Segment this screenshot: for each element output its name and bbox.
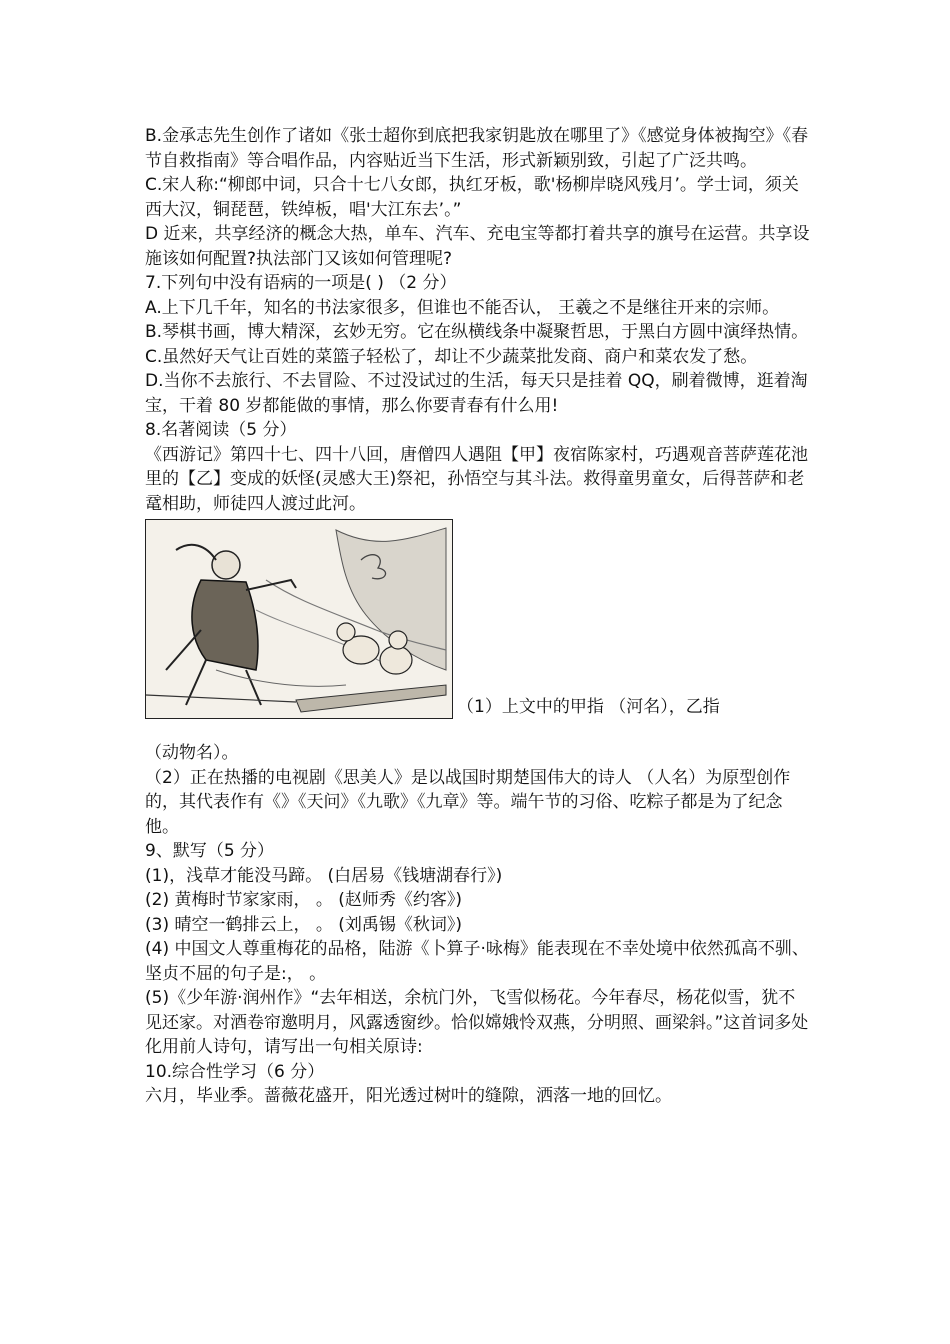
question-8-part-1-continued: （动物名）。	[145, 743, 239, 763]
question-9-item-3: (3) 晴空一鹤排云上， 。 (刘禹锡《秋词》)	[145, 914, 463, 935]
illustration-row	[145, 519, 810, 719]
exam-page	[145, 124, 810, 1109]
question-7-option-b: B.琴棋书画，博大精深，玄妙无穷。它在纵横线条中凝聚哲思，于黑白方圆中演绎热情。	[145, 322, 809, 342]
question-7-option-c: C.虽然好天气让百姓的菜篮子轻松了，却让不少蔬菜批发商、商户和菜农发了愁。	[145, 346, 758, 367]
question-9-item-4: (4) 中国文人尊重梅花的品格，陆游《卜算子·咏梅》能表现在不幸处境中依然孤高不驯、坚贞不屈的句子是:， 。	[145, 939, 809, 984]
question-10-text: 六月，毕业季。蔷薇花盛开，阳光透过树叶的缝隙，洒落一地的回忆。	[145, 1086, 672, 1106]
question-9-item-5: (5)《少年游·润州作》“去年相送，余杭门外，飞雪似杨花。今年春尽，杨花似雪，犹不见还家。对酒卷帘邀明月，风露透窗纱。恰似嫦娥怜双燕，分明照、画梁斜。”这首词多处化用前人诗句，请写出一句相关原诗:	[145, 988, 809, 1057]
ink-drawing-icon	[146, 520, 452, 718]
question-8-title: 8.名著阅读（5 分）	[145, 420, 297, 440]
question-7-option-a: A.上下几千年，知名的书法家很多，但谁也不能否认， 王羲之不是继往开来的宗师。	[145, 297, 780, 318]
spacer	[145, 719, 810, 741]
question-9-title: 9、默写（5 分）	[145, 841, 275, 861]
question-7-option-d: D.当你不去旅行、不去冒险、不过没试过的生活，每天只是挂着 QQ，刷着微博，逛着淘宝，干着 80 岁都能做的事情，那么你要青春有什么用!	[145, 371, 808, 416]
journey-west-illustration	[145, 519, 453, 719]
question-7-title: 7.下列句中没有语病的一项是( ) （2 分）	[145, 273, 457, 293]
question-10-title: 10.综合性学习（6 分）	[145, 1061, 325, 1082]
question-6-option-d: D 近来，共享经济的概念大热，单车、汽车、充电宝等都打着共享的旗号在运营。共享设施该如何配置?执法部门又该如何管理呢?	[145, 224, 810, 269]
question-9-item-1: (1)，浅草才能没马蹄。 (白居易《钱塘湖春行》)	[145, 865, 503, 886]
question-9-item-2: (2) 黄梅时节家家雨， 。 (赵师秀《约客》)	[145, 890, 463, 910]
question-8-part-2: （2）正在热播的电视剧《思美人》是以战国时期楚国伟大的诗人 （人名）为原型创作的，其代表作有《》《天问》《九歌》《九章》等。端午节的习俗、吃粽子都是为了纪念他。	[145, 767, 791, 837]
question-8-part-1: （1）上文中的甲指 （河名），乙指	[457, 696, 720, 717]
question-8-passage: 《西游记》第四十七、四十八回，唐僧四人遇阻【甲】夜宿陈家村，巧遇观音菩萨莲花池里的【乙】变成的妖怪(灵感大王)祭祀，孙悟空与其斗法。救得童男童女，后得菩萨和老鼋相助，师徒四人渡过此河。	[145, 444, 808, 514]
question-6-option-c: C.宋人称:“柳郎中词，只合十七八女郎，执红牙板，歌'杨柳岸晓风残月’。学士词，须关西大汉，铜琵琶，铁绰板，唱'大江东去’。”	[145, 175, 799, 220]
question-6-option-b: B.金承志先生创作了诸如《张士超你到底把我家钥匙放在哪里了》《感觉身体被掏空》《春节自救指南》等合唱作品，内容贴近当下生活，形式新颖别致，引起了广泛共鸣。	[145, 126, 809, 171]
